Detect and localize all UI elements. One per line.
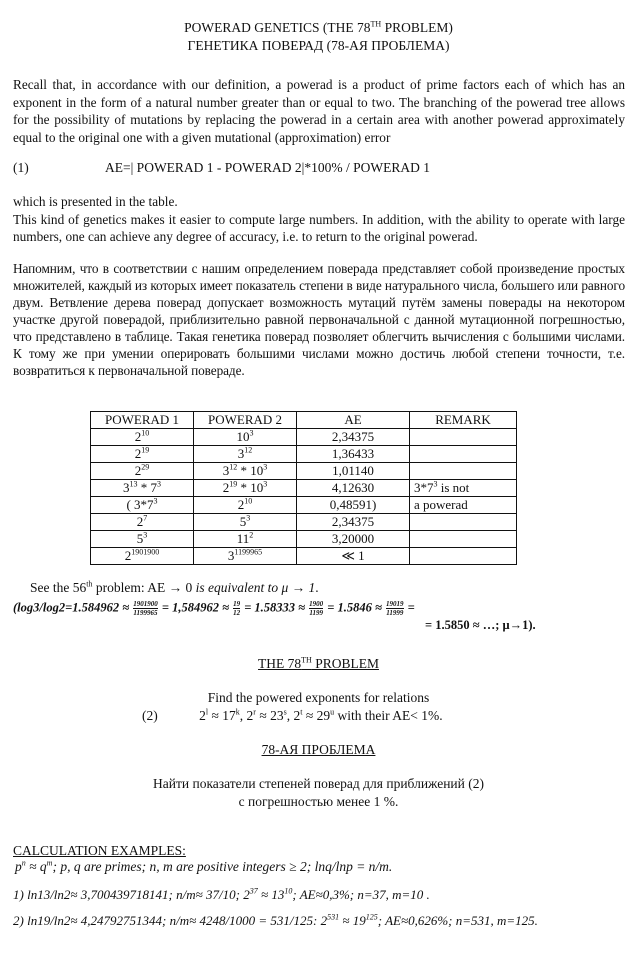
see-note: See the 56th problem: AE → 0 is equivalent to μ → 1. bbox=[30, 579, 319, 595]
task-russian-line2: с погрешностью менее 1 %. bbox=[238, 794, 399, 809]
table-body bbox=[91, 429, 517, 565]
title-english: POWERAD GENETICS (THE 78TH PROBLEM) bbox=[184, 19, 453, 35]
cell-remark bbox=[410, 514, 517, 531]
cell-ae: 1,01140 bbox=[297, 463, 410, 480]
cell-powerad1: $5^3$ bbox=[91, 531, 194, 548]
cell-ae: 0,48591) bbox=[297, 497, 410, 514]
task-english: Find the powered exponents for relations bbox=[207, 690, 430, 705]
header-ae: AE bbox=[297, 412, 410, 429]
example-1: 1) ln13/ln2≈ 3,700439718141; n/m≈ 37/10; $2^{37} \approx 13^{10}$; AE≈0,3%; n=37, m=10 . bbox=[13, 886, 430, 902]
formula-expression: AE=| POWERAD 1 - POWERAD 2|*100% / POWERAD 1 bbox=[105, 160, 431, 175]
intro-paragraph-english: Recall that, in accordance with our definition, a powerad is a product of prime factors each of which has an exponent in the form of a natural number greater than or equal to two. The branching of the powerad tree allows for the possibility of mutations by replacing the powerad in a certain area with another powerad approximately equal to the original one with a given mutational (approximation) error bbox=[13, 77, 625, 145]
relation-text: $2^l \approx 17^k$, $2^r \approx 23^s$, $2^t \approx 29^u$ with their AE< 1%. bbox=[199, 707, 443, 723]
cell-remark bbox=[410, 463, 517, 480]
header-remark: REMARK bbox=[410, 412, 517, 429]
cell-powerad2: $5^3$ bbox=[194, 514, 297, 531]
cell-powerad2: $2^{10}$ bbox=[194, 497, 297, 514]
cell-remark: $3*7^3$ is not bbox=[410, 480, 517, 497]
table-row bbox=[91, 497, 517, 514]
cell-remark bbox=[410, 548, 517, 565]
header-powerad1: POWERAD 1 bbox=[91, 412, 194, 429]
after-formula-paragraph: which is presented in the table. This kind of genetics makes it easier to compute large numbers. In addition, with the ability to operate with large numbers, one can achieve any degree of accuracy, i.e. to return to the original powerad. bbox=[13, 194, 625, 244]
cell-powerad1: $2^{10}$ bbox=[91, 429, 194, 446]
table-header-row bbox=[91, 412, 517, 429]
cell-powerad2: $10^3$ bbox=[194, 429, 297, 446]
example-2: 2) ln19/ln2≈ 4,24792751344; n/m≈ 4248/1000 = 531/125: $2^{531} \approx 19^{125}$; AE≈0,626%; n=531, m=125. bbox=[13, 912, 538, 928]
relation-number: (2) bbox=[142, 708, 158, 723]
fraction-4: $\frac{19019}{11999}$ bbox=[386, 600, 404, 617]
calculation-heading: CALCULATION EXAMPLES: bbox=[13, 843, 186, 858]
cell-powerad2: $3^{1199965}$ bbox=[194, 548, 297, 565]
cell-ae: 4,12630 bbox=[297, 480, 410, 497]
cell-ae: 3,20000 bbox=[297, 531, 410, 548]
task-russian-line1: Найти показатели степеней поверад для приближений (2) bbox=[153, 776, 484, 791]
cell-powerad2: $11^2$ bbox=[194, 531, 297, 548]
cell-powerad1: $2^{29}$ bbox=[91, 463, 194, 480]
table-row bbox=[91, 429, 517, 446]
powerad-table bbox=[90, 411, 517, 565]
cell-remark bbox=[410, 446, 517, 463]
cell-powerad1: $2^{1901900}$ bbox=[91, 548, 194, 565]
problem-heading-russian: 78-АЯ ПРОБЛЕМА bbox=[261, 742, 376, 757]
cell-remark: a powerad bbox=[410, 497, 517, 514]
approximation-line2: = 1.5850 ≈ …; μ→1). bbox=[425, 618, 536, 632]
title-russian: ГЕНЕТИКА ПОВЕРАД (78-АЯ ПРОБЛЕМА) bbox=[187, 38, 450, 53]
cell-powerad1: ( $3*7^3$ bbox=[91, 497, 194, 514]
table-row bbox=[91, 463, 517, 480]
calculation-condition: $p^n \approx q^m$; p, q are primes; n, m are positive integers ≥ 2; lnq/lnp = n/m. bbox=[15, 858, 393, 874]
intro-paragraph-russian: Напомним, что в соответствии с нашим определением поверада представляет собой произведение простых множителей, каждый из которых имеет показатель степени в виде натурального числа, большего или равного двум. Ветвление дерева поверад допускает возможность мутаций путём замены поверады на некотором участке другой повeрадой, приблизительно равной первоначальной с данной мутационной погрешностью, что представлено в таблице. Такая генетика поверад позволяет облегчить вычисления с большими числами. К тому же при умении оперировать большими числами можно достичь любой степени точности, т.е. возвратиться к первоначальной повераде. bbox=[13, 261, 625, 378]
table-row bbox=[91, 514, 517, 531]
relation-2 bbox=[142, 708, 443, 724]
fraction-3: $\frac{1900}{1199}$ bbox=[309, 600, 324, 617]
approximation-line1: (log3/log2=1.584962 ≈ $\frac{1901900}{1199965}$ = 1,584962 ≈ $\frac{19}{12}$ = 1.58333 ≈ $\frac{1900}{1199}$ = 1.5846 ≈ $\frac{19019}{11999}$ = bbox=[13, 600, 415, 617]
cell-remark bbox=[410, 429, 517, 446]
fraction-1: $\frac{1901900}{1199965}$ bbox=[133, 600, 158, 617]
problem-heading: THE 78TH PROBLEM bbox=[258, 655, 379, 671]
cell-powerad1: $2^7$ bbox=[91, 514, 194, 531]
table-row bbox=[91, 531, 517, 548]
table-row bbox=[91, 548, 517, 565]
fraction-2: $\frac{19}{12}$ bbox=[233, 600, 241, 617]
cell-remark bbox=[410, 531, 517, 548]
cell-powerad1: $3^{13} * 7^3$ bbox=[91, 480, 194, 497]
cell-ae: ≪ 1 bbox=[297, 548, 410, 565]
formula-number: (1) bbox=[13, 160, 29, 175]
cell-powerad2: $2^{19} * 10^3$ bbox=[194, 480, 297, 497]
table-row bbox=[91, 446, 517, 463]
cell-ae: 1,36433 bbox=[297, 446, 410, 463]
table-row bbox=[91, 480, 517, 497]
cell-powerad2: $3^{12}$ bbox=[194, 446, 297, 463]
cell-powerad1: $2^{19}$ bbox=[91, 446, 194, 463]
cell-ae: 2,34375 bbox=[297, 429, 410, 446]
header-powerad2: POWERAD 2 bbox=[194, 412, 297, 429]
cell-ae: 2,34375 bbox=[297, 514, 410, 531]
cell-powerad2: $3^{12} * 10^3$ bbox=[194, 463, 297, 480]
